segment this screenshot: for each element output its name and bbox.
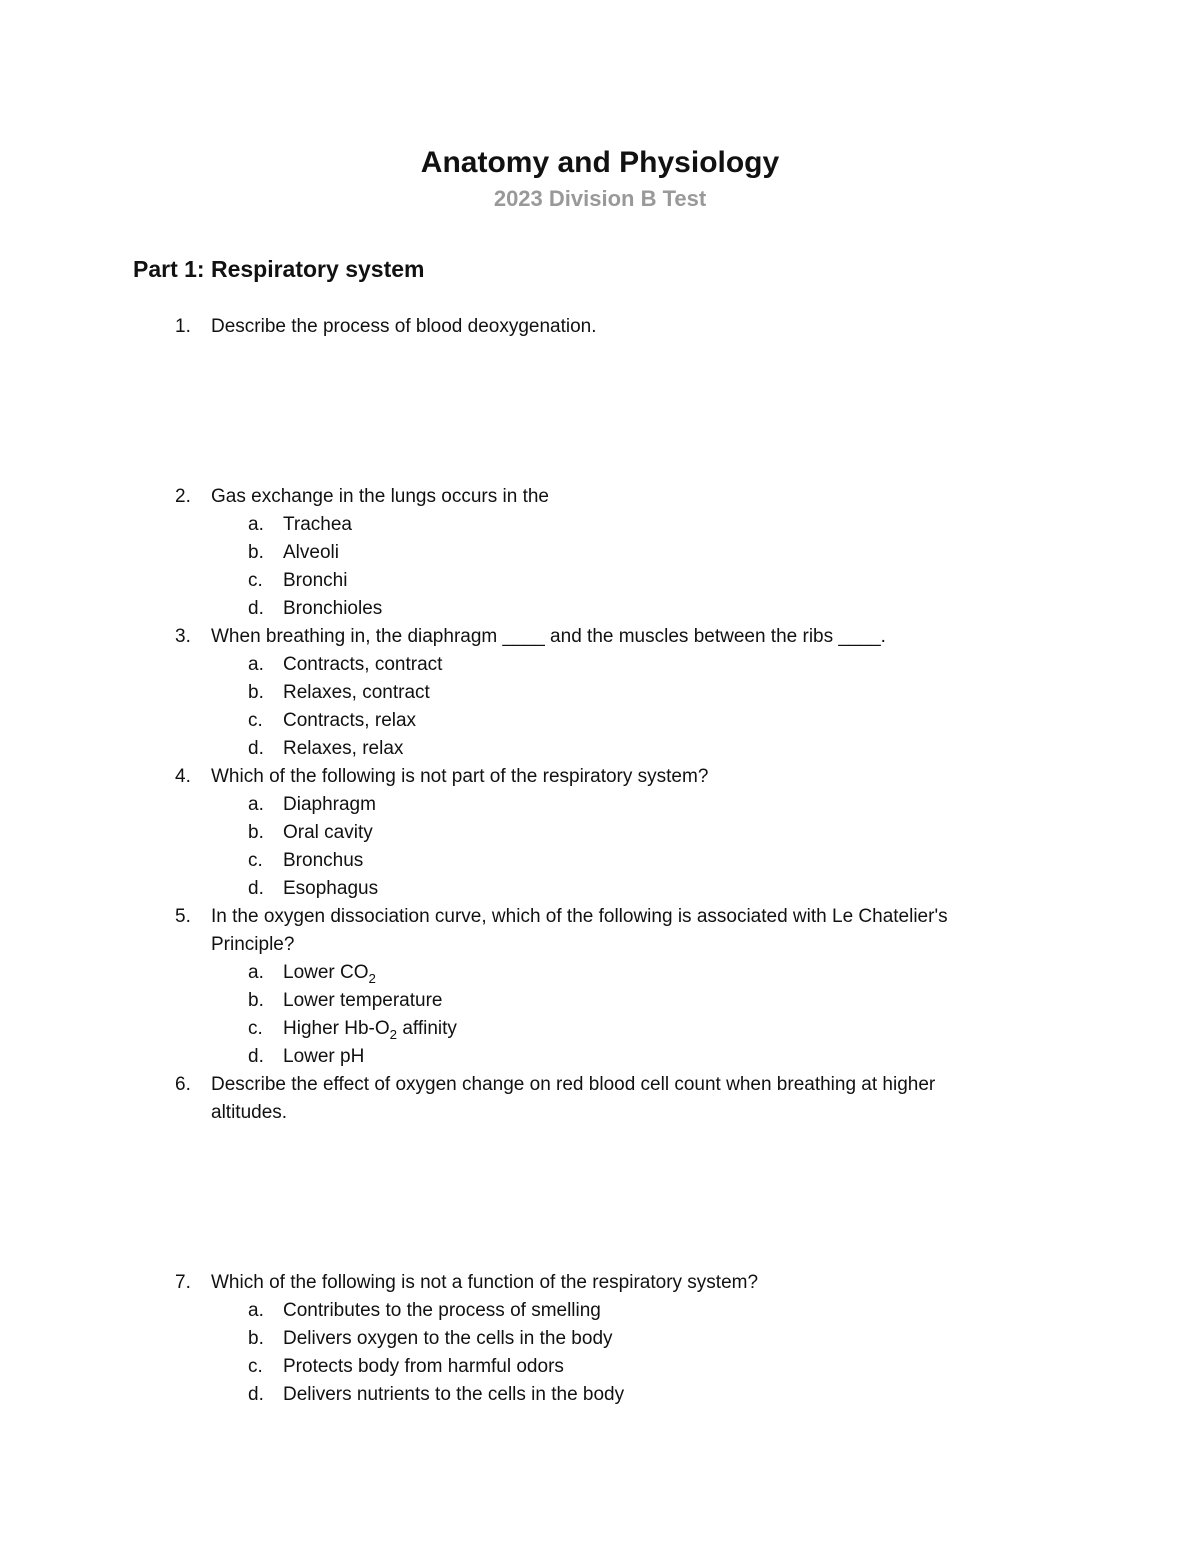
option-text: Lower pH [283, 1046, 365, 1067]
answer-option [248, 651, 1200, 679]
question-text: Describe the effect of oxygen change on red blood cell count when breathing at higher altitudes. [211, 1074, 936, 1123]
option-list [248, 791, 1200, 903]
option-letter: c. [248, 1356, 263, 1377]
answer-option [248, 1297, 1200, 1325]
document-title: Anatomy and Physiology [420, 146, 780, 179]
answer-option [248, 987, 1200, 1015]
question-number: 2. [175, 486, 191, 507]
question-number: 4. [175, 766, 191, 787]
question-number: 3. [175, 626, 191, 647]
question-1 [175, 313, 1200, 341]
option-letter: b. [248, 1328, 264, 1349]
option-text: Alveoli [283, 542, 339, 563]
answer-option [248, 1353, 1200, 1381]
question-text: In the oxygen dissociation curve, which of the following is associated with Le Chatelier's Principle? [211, 906, 948, 955]
option-letter: c. [248, 1018, 263, 1039]
answer-option [248, 595, 1200, 623]
option-letter: d. [248, 1046, 264, 1067]
option-text: Bronchus [283, 850, 364, 871]
option-text: Delivers nutrients to the cells in the body [283, 1384, 625, 1405]
question-7 [175, 1269, 1200, 1409]
option-letter: a. [248, 654, 264, 675]
option-text: Contracts, contract [283, 654, 443, 675]
option-text: Higher $Hb-O_2$ affinity [283, 1018, 457, 1042]
answer-option [248, 847, 1200, 875]
question-text: Gas exchange in the lungs occurs in the [211, 486, 549, 507]
option-text: Contributes to the process of smelling [283, 1300, 601, 1321]
option-text: Contracts, relax [283, 710, 417, 731]
option-text: Lower $CO_2$ [283, 962, 376, 986]
answer-option [248, 735, 1200, 763]
answer-option [248, 1015, 1200, 1043]
option-letter: a. [248, 962, 264, 983]
option-list [248, 511, 1200, 623]
option-letter: a. [248, 1300, 264, 1321]
question-2 [175, 483, 1200, 623]
option-letter: d. [248, 738, 264, 759]
option-text: Delivers oxygen to the cells in the body [283, 1328, 613, 1349]
answer-option [248, 567, 1200, 595]
option-letter: d. [248, 1384, 264, 1405]
answer-option [248, 875, 1200, 903]
answer-option [248, 679, 1200, 707]
question-4 [175, 763, 1200, 903]
question-list [175, 313, 1200, 1409]
option-letter: c. [248, 850, 263, 871]
question-number: 5. [175, 906, 191, 927]
option-text: Bronchi [283, 570, 348, 591]
question-number: 1. [175, 316, 191, 337]
answer-option [248, 707, 1200, 735]
option-letter: c. [248, 710, 263, 731]
option-letter: b. [248, 542, 264, 563]
option-letter: c. [248, 570, 263, 591]
option-letter: d. [248, 878, 264, 899]
option-letter: b. [248, 990, 264, 1011]
answer-option [248, 959, 1200, 987]
answer-option [248, 1381, 1200, 1409]
document-subtitle: 2023 Division B Test [493, 186, 707, 211]
option-letter: b. [248, 682, 264, 703]
option-letter: a. [248, 514, 264, 535]
question-text: When breathing in, the diaphragm ____ and the muscles between the ribs ____. [211, 626, 886, 647]
question-text: Which of the following is not a function of the respiratory system? [211, 1272, 759, 1293]
option-letter: d. [248, 598, 264, 619]
option-text: Relaxes, contract [283, 682, 430, 703]
option-text: Trachea [283, 514, 352, 535]
option-list [248, 1297, 1200, 1409]
option-text: Diaphragm [283, 794, 376, 815]
question-3 [175, 623, 1200, 763]
answer-option [248, 539, 1200, 567]
option-list [248, 959, 1200, 1071]
answer-option [248, 511, 1200, 539]
section-heading: Part 1: Respiratory system [133, 256, 425, 282]
question-row [175, 763, 1200, 791]
question-row [175, 1269, 1200, 1297]
option-letter: b. [248, 822, 264, 843]
answer-option [248, 791, 1200, 819]
option-letter: a. [248, 794, 264, 815]
question-text: Which of the following is not part of the respiratory system? [211, 766, 709, 787]
option-text: Protects body from harmful odors [283, 1356, 564, 1377]
option-text: Oral cavity [283, 822, 373, 843]
answer-option [248, 819, 1200, 847]
option-text: Bronchioles [283, 598, 383, 619]
question-row [175, 483, 1200, 511]
question-row [175, 903, 1200, 959]
question-5 [175, 903, 1200, 1071]
question-row [175, 1071, 1200, 1127]
question-number: 7. [175, 1272, 191, 1293]
option-list [248, 651, 1200, 763]
option-text: Esophagus [283, 878, 379, 899]
option-text: Lower temperature [283, 990, 443, 1011]
question-row [175, 623, 1200, 651]
option-text: Relaxes, relax [283, 738, 404, 759]
answer-option [248, 1325, 1200, 1353]
question-text: Describe the process of blood deoxygenation. [211, 316, 597, 337]
question-number: 6. [175, 1074, 191, 1095]
question-row [175, 313, 1200, 341]
question-6 [175, 1071, 1200, 1127]
answer-option [248, 1043, 1200, 1071]
